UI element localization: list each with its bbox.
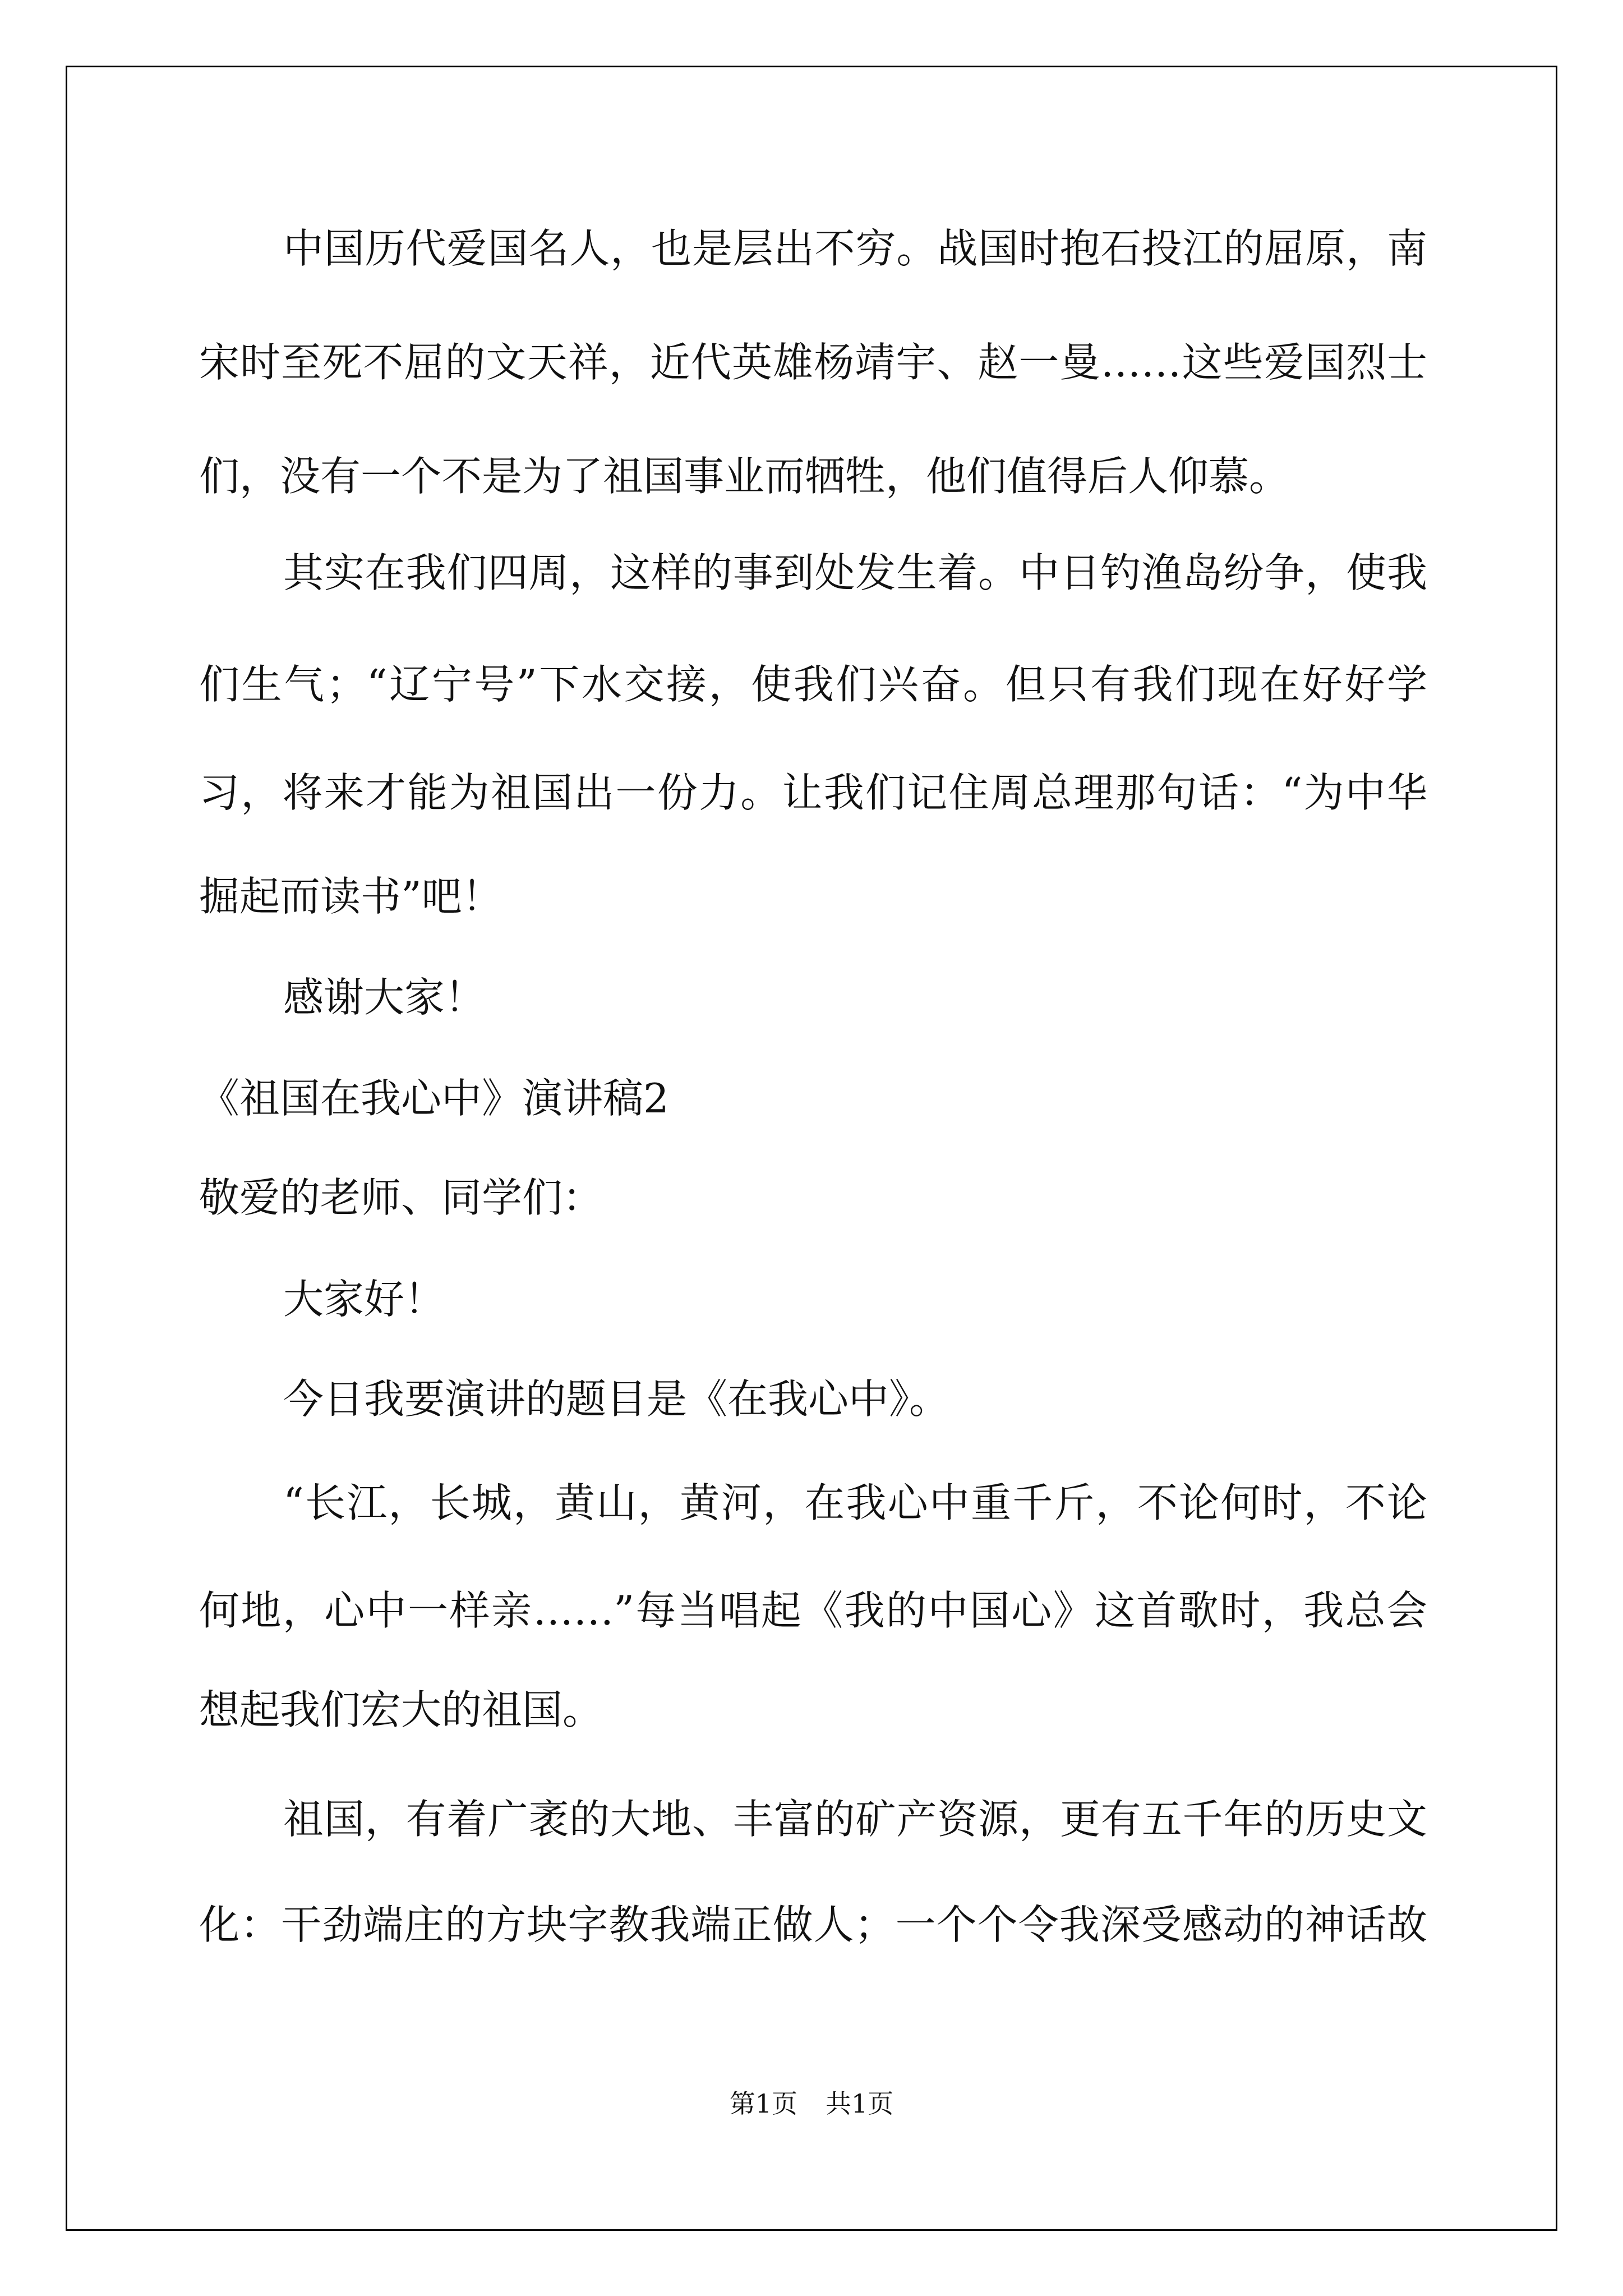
paragraph-line: “长江，长城，黄山，黄河，在我心中重千斤，不论何时，不论 — [283, 1479, 1427, 1526]
paragraph-line: 习，将来才能为祖国出一份力。让我们记住周总理那句话：“为中华 — [199, 769, 1427, 816]
page-footer — [0, 2087, 1623, 2120]
greeting: 大家好！ — [283, 1276, 445, 1323]
paragraph-line: 想起我们宏大的祖国。 — [199, 1686, 603, 1733]
paragraph-line: 们生气；“辽宁号”下水交接，使我们兴奋。但只有我们现在好好学 — [199, 661, 1427, 708]
paragraph-line: 中国历代爱国名人，也是层出不穷。战国时抱石投江的屈原，南 — [283, 225, 1427, 272]
closing-line: 感谢大家！ — [283, 974, 486, 1021]
paragraph-line: 今日我要演讲的题目是《在我心中》。 — [283, 1375, 950, 1423]
paragraph-line: 祖国，有着广袤的大地、丰富的矿产资源，更有五千年的历史文 — [283, 1796, 1427, 1843]
paragraph-line: 掘起而读书”吧！ — [199, 873, 502, 920]
paragraph-line: 其实在我们四周，这样的事到处发生着。中日钓渔岛纷争，使我 — [283, 549, 1427, 596]
paragraph-line: 何地，心中一样亲……”每当唱起《我的中国心》这首歌时，我总会 — [199, 1587, 1427, 1634]
section-title: 《祖国在我心中》演讲稿2 — [199, 1075, 669, 1122]
page-total: 共1页 — [826, 2088, 894, 2119]
paragraph-line: 们，没有一个不是为了祖国事业而牺牲，他们值得后人仰慕。 — [199, 453, 1290, 500]
page-number: 第1页 — [729, 2088, 797, 2119]
paragraph-line: 宋时至死不屈的文天祥，近代英雄杨靖宇、赵一曼……这些爱国烈士 — [199, 339, 1427, 386]
salutation: 敬爱的老师、同学们： — [199, 1174, 603, 1221]
paragraph-line: 化：干劲端庄的方块字教我端正做人；一个个令我深受感动的神话故 — [199, 1901, 1427, 1948]
